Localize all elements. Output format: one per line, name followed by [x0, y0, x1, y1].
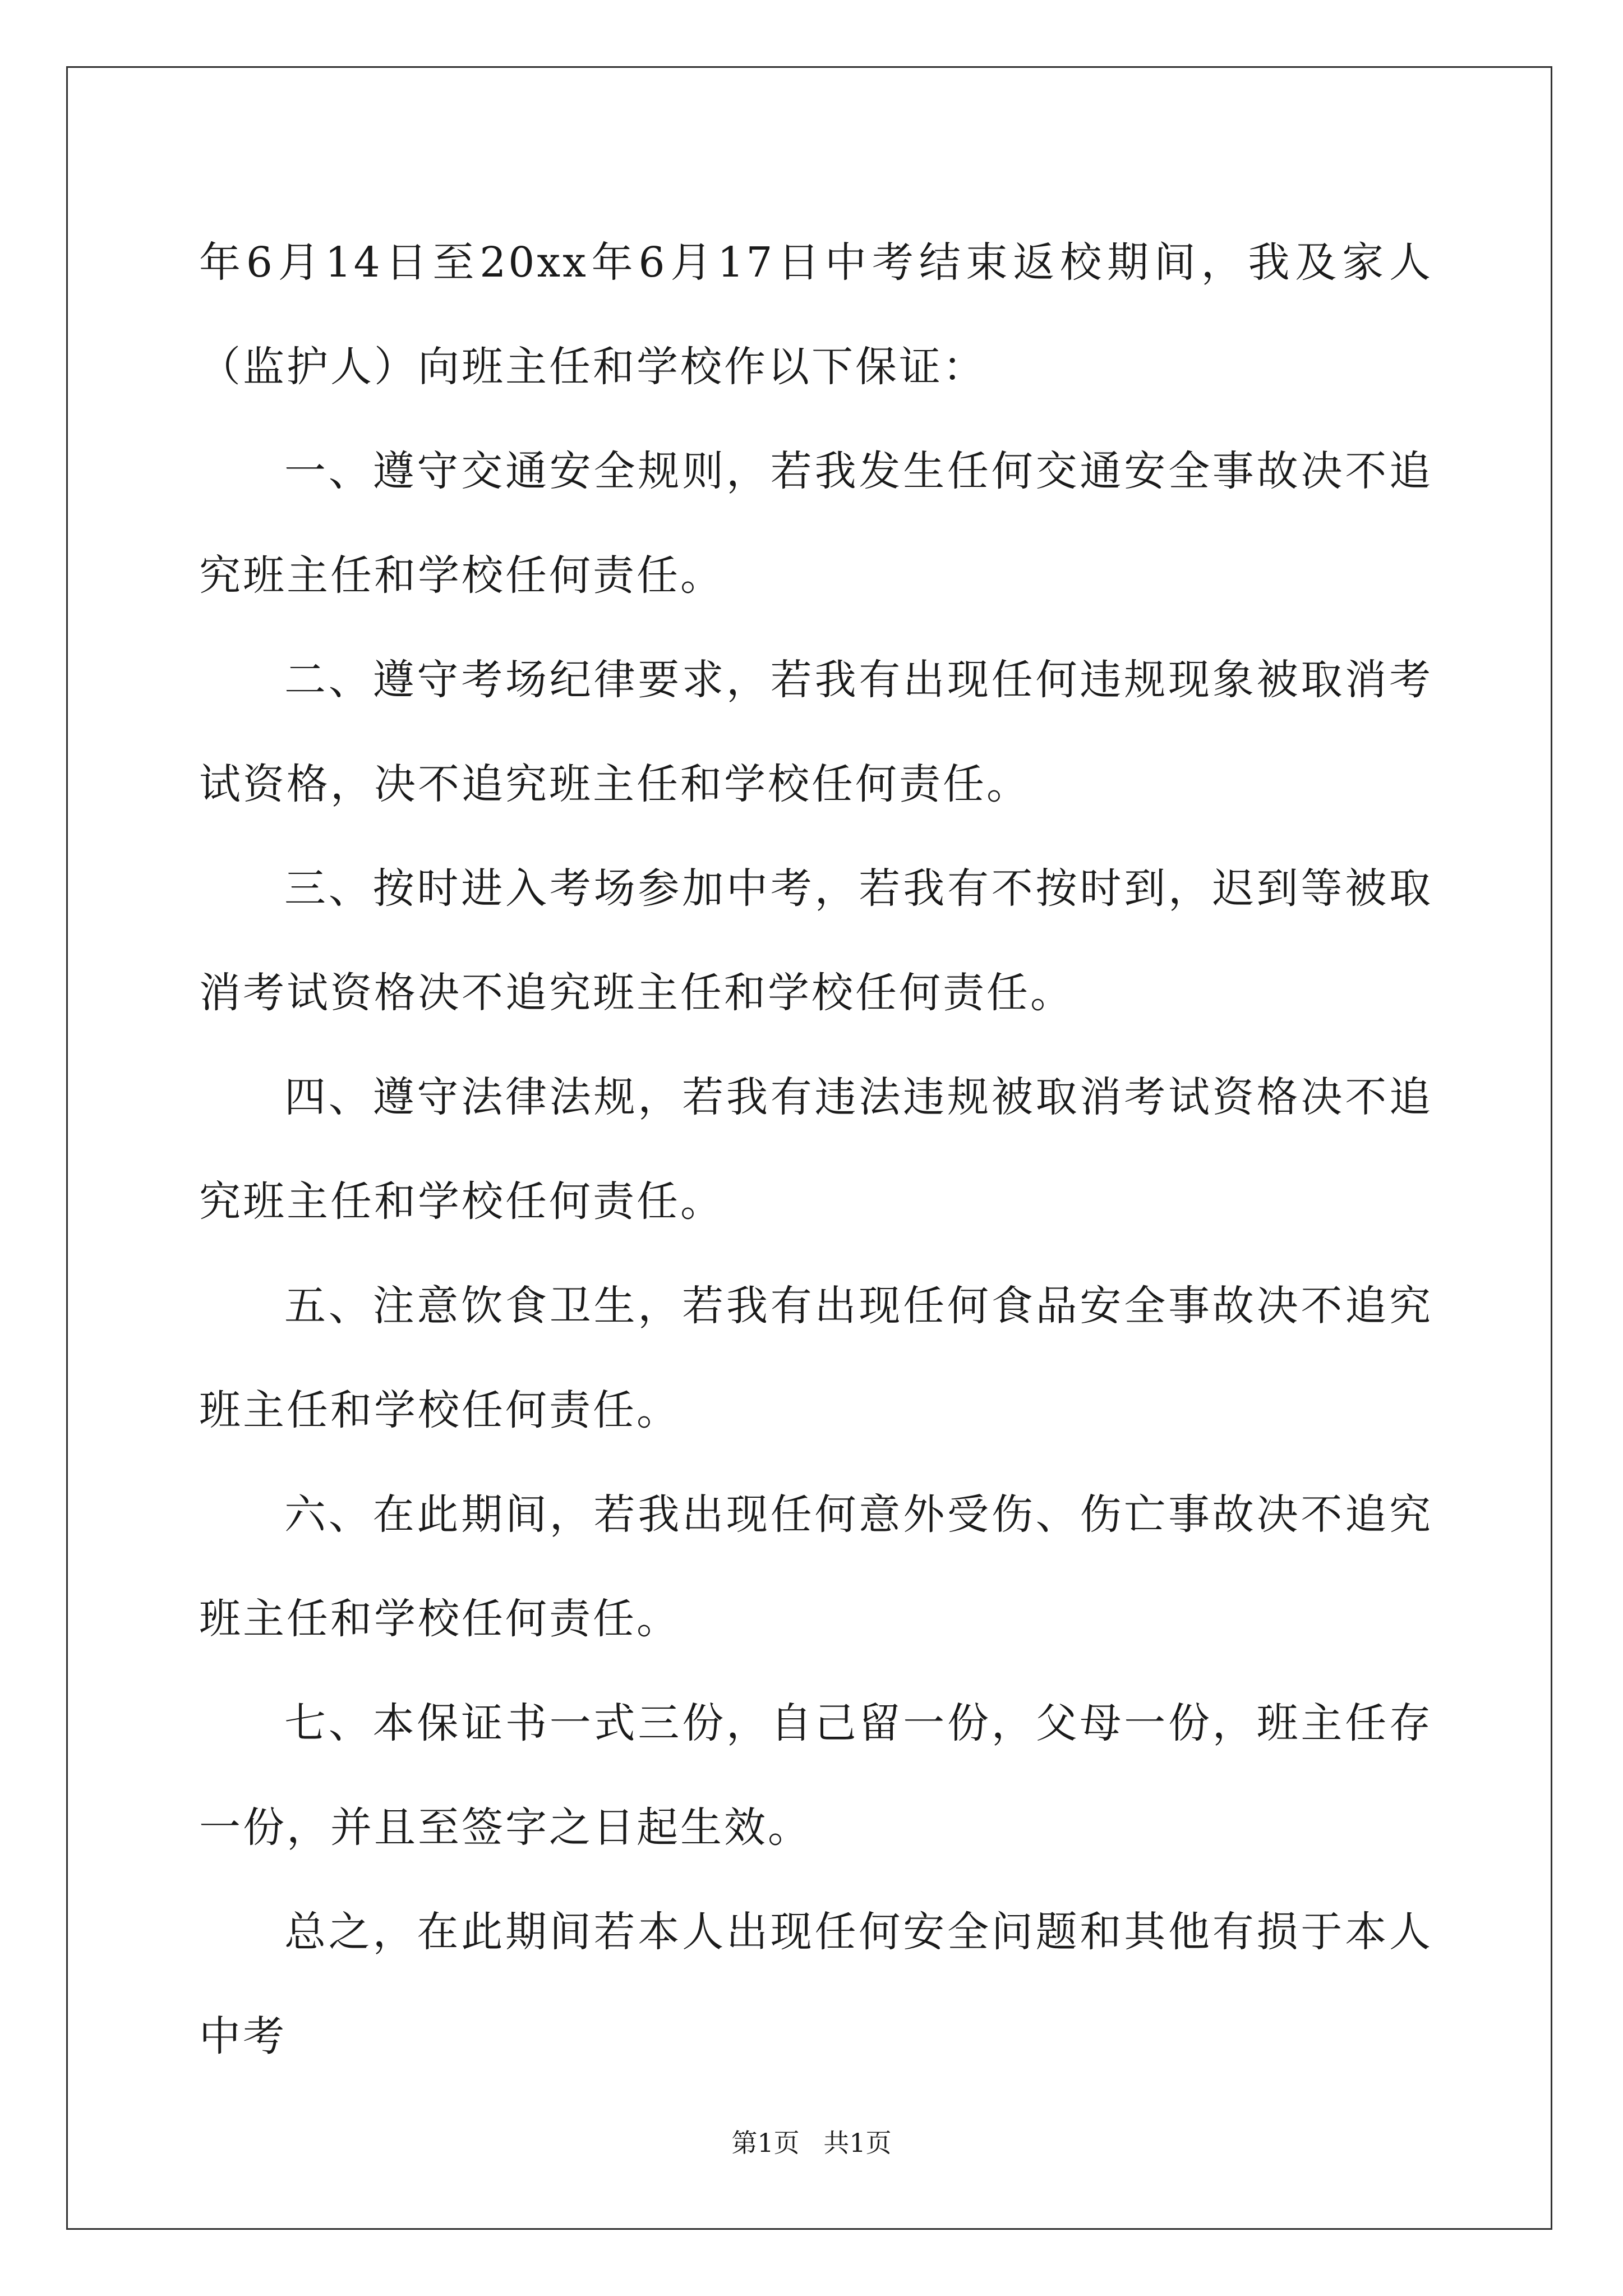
- paragraph-item-2: 二、遵守考场纪律要求，若我有出现任何违规现象被取消考试资格，决不追究班主任和学校任何责任。: [199, 656, 1433, 808]
- page-number-total: 共1页: [823, 2128, 892, 2158]
- document-body: [199, 210, 1433, 2088]
- paragraph-item-4: 四、遵守法律法规，若我有违法违规被取消考试资格决不追究班主任和学校任何责任。: [199, 1073, 1433, 1226]
- paragraph-item-6: 六、在此期间，若我出现任何意外受伤、伤亡事故决不追究班主任和学校任何责任。: [199, 1490, 1433, 1643]
- paragraph-item-3: 三、按时进入考场参加中考，若我有不按时到，迟到等被取消考试资格决不追究班主任和学校任何责任。: [199, 864, 1433, 1017]
- page-footer: [0, 2126, 1623, 2160]
- paragraph-item-1: 一、遵守交通安全规则，若我发生任何交通安全事故决不追究班主任和学校任何责任。: [199, 447, 1433, 600]
- page-number-current: 第1页: [731, 2128, 800, 2158]
- paragraph-summary: 总之，在此期间若本人出现任何安全问题和其他有损于本人中考: [199, 1908, 1433, 2060]
- paragraph-intro: 年6月14日至20xx年6月17日中考结束返校期间，我及家人（监护人）向班主任和学校作以下保证：: [199, 238, 1433, 391]
- paragraph-item-5: 五、注意饮食卫生，若我有出现任何食品安全事故决不追究班主任和学校任何责任。: [199, 1282, 1433, 1434]
- paragraph-item-7: 七、本保证书一式三份，自己留一份，父母一份，班主任存一份，并且至签字之日起生效。: [199, 1699, 1433, 1852]
